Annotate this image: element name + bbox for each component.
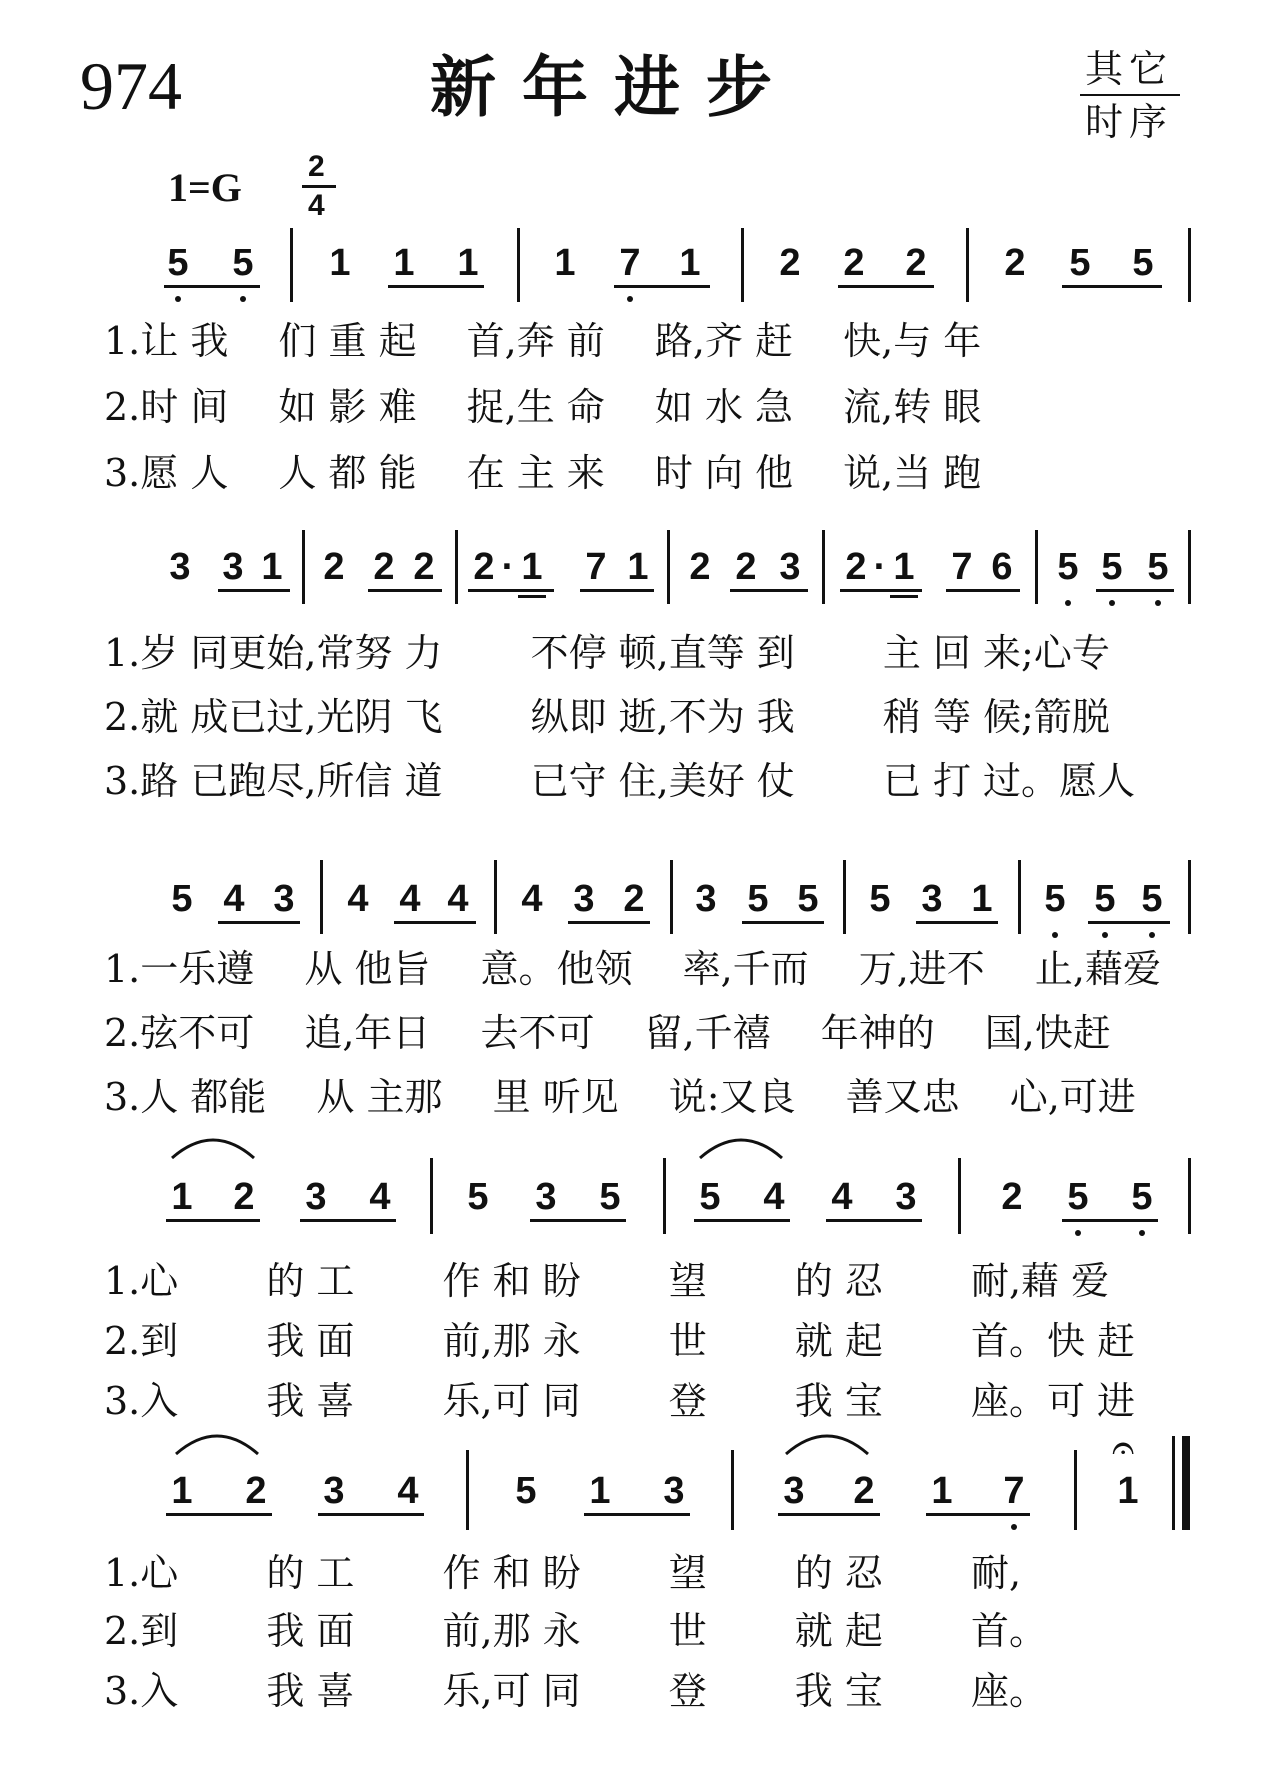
note: 5 [1132,242,1154,284]
note: 5 [167,242,189,284]
note: 1 [393,242,415,284]
note: 3 [921,878,943,920]
key-signature: 1=G [168,165,242,210]
bar-line [1188,228,1191,302]
bar-line [670,860,673,934]
beat-underline [388,285,484,288]
note: 6 [991,546,1013,588]
category-divider [1080,94,1180,96]
beat-underline [368,589,442,592]
bar-line [843,860,846,934]
fermata-icon: 𝄐 [1112,1425,1135,1471]
beat-underline [164,285,260,288]
beat-underline-double [890,595,918,598]
note: 3 [895,1176,917,1218]
bar-line [663,1158,666,1234]
note: 5 [1147,546,1169,588]
note: 1 [521,546,543,588]
note: 2 [245,1470,267,1512]
low-octave-dot [1011,1524,1017,1530]
beat-underline [218,921,300,924]
beat-underline [694,1219,790,1222]
low-octave-dot [1109,600,1115,606]
note: 2 [779,242,801,284]
note: 3 [573,878,595,920]
bar-line [290,228,293,302]
note: 1 [1117,1470,1139,1512]
beat-underline [926,1513,1030,1516]
beat-underline [840,589,922,592]
note: 3 [222,546,244,588]
note: 5 [467,1176,489,1218]
note: 1 [457,242,479,284]
low-octave-dot [175,296,181,302]
beat-underline [580,589,654,592]
note: 5 [1101,546,1123,588]
note: 4 [347,878,369,920]
note: 2 [845,546,867,588]
bar-line [517,228,520,302]
beat-underline [1088,921,1170,924]
beat-underline [826,1219,922,1222]
lyric-line: 2.到 我 面 前,那 永 世 就 起 首。快 赶 [104,1319,1136,1363]
note: 2 [1001,1176,1023,1218]
time-signature-top: 2 [308,150,325,183]
note: 1 [261,546,283,588]
note: 3 [273,878,295,920]
note: · [501,546,515,588]
note: 3 [323,1470,345,1512]
lyric-line: 2.弦不可 追,年日 去不可 留,千禧 年神的 国,快赶 [104,1011,1111,1055]
note: 5 [171,878,193,920]
final-bar-thin [1172,1436,1175,1530]
beat-underline [584,1513,690,1516]
low-octave-dot [1065,600,1071,606]
bar-line [1188,1158,1191,1234]
note: 5 [1141,878,1163,920]
note: 5 [1057,546,1079,588]
note: 1 [589,1470,611,1512]
beat-underline [300,1219,396,1222]
bar-line [1074,1450,1077,1530]
note: 1 [171,1470,193,1512]
time-signature-bottom: 4 [308,189,325,222]
lyric-line: 1.心 的 工 作 和 盼 望 的 忍 耐, [104,1551,1022,1595]
note: 4 [831,1176,853,1218]
note: 3 [779,546,801,588]
note: 4 [399,878,421,920]
note: 5 [515,1470,537,1512]
beat-underline [166,1513,272,1516]
note: 1 [627,546,649,588]
low-octave-dot [1052,932,1058,938]
note: 4 [447,878,469,920]
note: 3 [535,1176,557,1218]
note: 2 [373,546,395,588]
note: 2 [735,546,757,588]
note: 4 [521,878,543,920]
bar-line [430,1158,433,1234]
low-octave-dot [240,296,246,302]
bar-line [466,1450,469,1530]
time-signature-line [302,185,336,188]
category-primary: 其它 [1085,47,1174,91]
beat-underline [614,285,710,288]
note: 1 [554,242,576,284]
final-bar-thick [1182,1436,1190,1530]
bar-line [302,530,305,604]
note: 5 [1044,878,1066,920]
low-octave-dot [1075,1230,1081,1236]
beat-underline [838,285,934,288]
category-secondary: 时序 [1085,100,1174,144]
note: 1 [329,242,351,284]
lyric-line: 1.心 的 工 作 和 盼 望 的 忍 耐,藉 爱 [104,1259,1110,1303]
low-octave-dot [1102,932,1108,938]
lyric-line: 2.就 成已过,光阴 飞 纵即 逝,不为 我 稍 等 候;箭脱 [104,695,1110,739]
bar-line [320,860,323,934]
note: 5 [232,242,254,284]
note: 2 [413,546,435,588]
note: 2 [623,878,645,920]
bar-line [741,228,744,302]
beat-underline [730,589,808,592]
note: 3 [305,1176,327,1218]
bar-line [1188,530,1191,604]
note: 4 [369,1176,391,1218]
bar-line [966,228,969,302]
note: 7 [585,546,607,588]
lyric-line: 3.人 都能 从 主那 里 听见 说:又良 善又忠 心,可进 [104,1075,1136,1119]
note: 1 [893,546,915,588]
slur [782,1424,872,1458]
note: 3 [695,878,717,920]
note: 2 [1004,242,1026,284]
note: 5 [599,1176,621,1218]
note: 2 [905,242,927,284]
lyric-line: 3.入 我 喜 乐,可 同 登 我 宝 座。可 进 [104,1379,1136,1423]
beat-underline [468,589,554,592]
beat-underline [318,1513,424,1516]
bar-line [1035,530,1038,604]
hymn-number: 974 [80,48,182,124]
note: 5 [699,1176,721,1218]
bar-line [455,530,458,604]
slur [168,1128,258,1162]
note: 1 [931,1470,953,1512]
note: 7 [951,546,973,588]
bar-line [822,530,825,604]
lyric-line: 3.路 已跑尽,所信 道 已守 住,美好 仗 已 打 过。愿人 [104,759,1136,803]
beat-underline [394,921,476,924]
beat-underline-double [518,595,546,598]
lyric-line: 2.到 我 面 前,那 永 世 就 起 首。 [104,1609,1047,1653]
note: 7 [619,242,641,284]
bar-line [667,530,670,604]
note: 5 [869,878,891,920]
beat-underline [218,589,290,592]
note: 5 [1094,878,1116,920]
beat-underline [742,921,824,924]
note: 5 [797,878,819,920]
page-title: 新年进步 [430,49,798,126]
beat-underline [1096,589,1174,592]
note: 2 [323,546,345,588]
note: 3 [783,1470,805,1512]
lyric-line: 2.时 间 如 影 难 捉,生 命 如 水 急 流,转 眼 [104,385,982,429]
note: 5 [747,878,769,920]
beat-underline [778,1513,880,1516]
note: 1 [971,878,993,920]
lyric-line: 1.一乐遵 从 他旨 意。他领 率,千而 万,进不 止,藉爱 [104,947,1161,991]
note: 4 [763,1176,785,1218]
bar-line [1018,860,1021,934]
beat-underline [1062,1219,1158,1222]
note: 4 [223,878,245,920]
beat-underline [946,589,1020,592]
note: 2 [853,1470,875,1512]
lyric-line: 1.岁 同更始,常努 力 不停 顿,直等 到 主 回 来;心专 [104,631,1110,675]
low-octave-dot [1139,1230,1145,1236]
note: 2 [843,242,865,284]
note: 3 [169,546,191,588]
slur [696,1128,786,1162]
note: 2 [473,546,495,588]
note: 2 [689,546,711,588]
beat-underline [1062,285,1162,288]
note: 4 [397,1470,419,1512]
note: · [873,546,887,588]
note: 7 [1003,1470,1025,1512]
beat-underline [530,1219,626,1222]
note: 1 [679,242,701,284]
bar-line [958,1158,961,1234]
note: 2 [233,1176,255,1218]
bar-line [494,860,497,934]
bar-line [1188,860,1191,934]
slur [172,1424,262,1458]
note: 3 [663,1470,685,1512]
note: 5 [1067,1176,1089,1218]
low-octave-dot [1155,600,1161,606]
beat-underline [166,1219,260,1222]
bar-line [731,1450,734,1530]
beat-underline [568,921,650,924]
lyric-line: 3.愿 人 人 都 能 在 主 来 时 向 他 说,当 跑 [104,451,982,495]
lyric-line: 3.入 我 喜 乐,可 同 登 我 宝 座。 [104,1669,1047,1713]
low-octave-dot [627,296,633,302]
note: 1 [171,1176,193,1218]
note: 5 [1069,242,1091,284]
lyric-line: 1.让 我 们 重 起 首,奔 前 路,齐 赶 快,与 年 [104,319,982,363]
beat-underline [916,921,998,924]
note: 5 [1131,1176,1153,1218]
low-octave-dot [1149,932,1155,938]
